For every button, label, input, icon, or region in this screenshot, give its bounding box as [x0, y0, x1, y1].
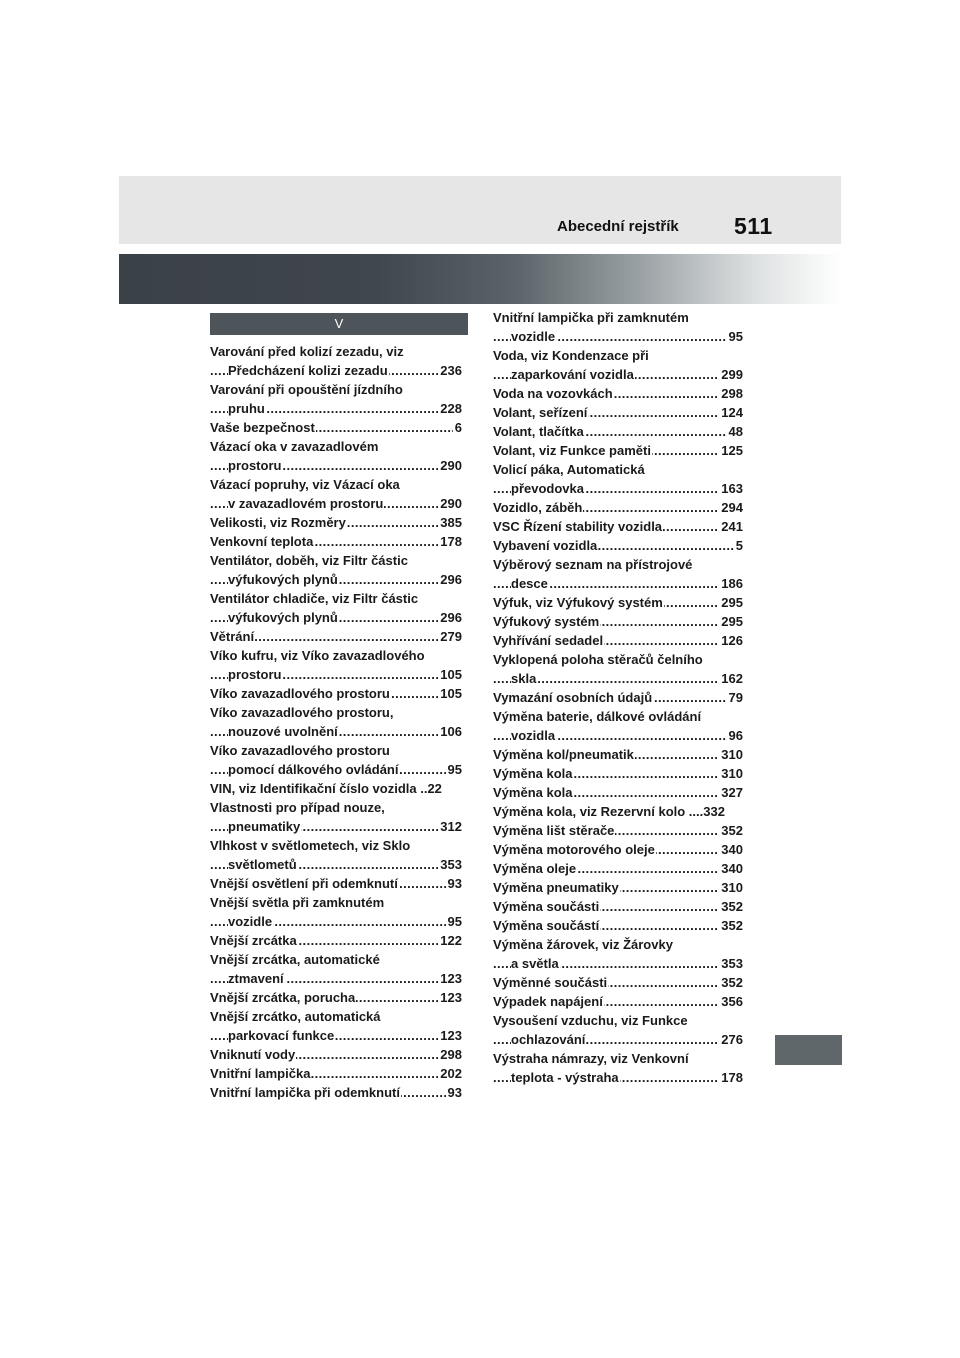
header-band [119, 176, 841, 244]
page-number: 511 [734, 213, 773, 239]
index-entry-text: Víko zavazadlového prostoru [210, 686, 390, 701]
index-entry-line [493, 707, 743, 726]
index-entry-line [210, 532, 462, 551]
index-entry-line [210, 779, 462, 798]
index-entry [210, 418, 462, 437]
index-entry-text: Výměna kola [493, 766, 573, 781]
index-entry-text: Výměna lišt stěrače [493, 823, 615, 838]
index-entry-line [210, 912, 462, 931]
index-entry [493, 498, 743, 517]
index-page-ref: 186 [721, 576, 743, 591]
index-page-ref: 163 [721, 481, 743, 496]
index-entry [493, 555, 743, 593]
index-page-ref: 290 [440, 458, 462, 473]
index-entry [210, 874, 462, 893]
index-entry-line [493, 327, 743, 346]
index-entry [493, 384, 743, 403]
index-entry-text: Voda na vozovkách [493, 386, 613, 401]
index-entry-line [493, 859, 743, 878]
index-entry-line [210, 608, 462, 627]
index-entry-text: Vysoušení vzduchu, viz Funkce [493, 1013, 688, 1028]
index-entry-line [493, 384, 743, 403]
index-entry-line [493, 764, 743, 783]
index-entry-line [210, 456, 462, 475]
index-entry [210, 475, 462, 513]
index-entry-text: Výměna kola [493, 785, 573, 800]
decorative-gradient-band [119, 254, 841, 304]
index-entry-line [493, 441, 743, 460]
index-page-ref: 105 [440, 686, 462, 701]
index-page-ref: 296 [440, 572, 462, 587]
index-entry-line [210, 1045, 462, 1064]
index-entry-line [210, 646, 462, 665]
index-entry-text: Vlhkost v světlometech, viz Sklo [210, 838, 411, 853]
index-entry-text: výfukových plynů [228, 610, 338, 625]
index-entry [493, 916, 743, 935]
section-title: Abecední rejstřík [557, 218, 679, 235]
index-page-ref: 352 [721, 899, 743, 914]
index-page-ref: 5 [735, 538, 743, 553]
index-entry [210, 551, 462, 589]
index-entry-line [493, 612, 743, 631]
index-entry-text: Výměnné součásti [493, 975, 608, 990]
index-entry-line [210, 931, 462, 950]
index-page-ref: 290 [440, 496, 462, 511]
index-entry [210, 836, 462, 874]
index-entry-text: výfukových plynů [228, 572, 338, 587]
index-entry-line [493, 631, 743, 650]
index-page-ref: 298 [721, 386, 743, 401]
index-page-ref: 123 [440, 971, 462, 986]
side-thumb-tab [775, 1035, 842, 1065]
index-entry-line [493, 954, 743, 973]
index-entry-line [493, 783, 743, 802]
index-entry-line [493, 916, 743, 935]
index-entry-text: Volant, viz Funkce paměti [493, 443, 651, 458]
index-page-ref: 352 [721, 918, 743, 933]
index-entry-text: Vnitřní lampička při odemknutí [210, 1085, 400, 1100]
index-entry-text: desce [511, 576, 548, 591]
index-entry-text: pruhu [228, 401, 265, 416]
index-entry [493, 897, 743, 916]
index-entry [493, 992, 743, 1011]
index-entry [493, 973, 743, 992]
index-entry-line [210, 817, 462, 836]
index-page-ref: 126 [721, 633, 743, 648]
index-page-ref: 241 [721, 519, 743, 534]
index-page-ref: 93 [447, 1085, 462, 1100]
index-entry [210, 1083, 462, 1102]
index-entry-text: Vnitřní lampička [210, 1066, 311, 1081]
index-entry-text: Výfukový systém [493, 614, 600, 629]
index-page-ref: 236 [440, 363, 462, 378]
index-entry [493, 422, 743, 441]
index-entry-text: prostoru [228, 458, 282, 473]
index-entry-line [493, 422, 743, 441]
index-entry [210, 1064, 462, 1083]
index-entry-line [493, 650, 743, 669]
index-entry-line [210, 1007, 462, 1026]
index-entry-line [210, 1064, 462, 1083]
index-page-ref: 178 [440, 534, 462, 549]
index-page-ref: 202 [440, 1066, 462, 1081]
index-entry [493, 441, 743, 460]
index-entry-text: Výměna součásti [493, 899, 600, 914]
index-entry-line [493, 308, 743, 327]
index-page-ref: 352 [721, 823, 743, 838]
index-entry-line [493, 935, 743, 954]
index-entry-line [210, 969, 462, 988]
index-entry-line [493, 897, 743, 916]
index-entry [210, 779, 462, 798]
index-entry-text: Varování před kolizí zezadu, viz [210, 344, 404, 359]
index-entry-text: Volant, seřízení [493, 405, 588, 420]
index-entry [493, 821, 743, 840]
index-entry [493, 783, 743, 802]
index-page-ref: 228 [440, 401, 462, 416]
index-entry-text: vozidla [511, 728, 556, 743]
index-page-ref: 6 [454, 420, 462, 435]
index-entry-text: Vnější zrcátka [210, 933, 297, 948]
index-page-ref: 310 [721, 747, 743, 762]
index-entry-text: světlometů [228, 857, 297, 872]
index-entry-text: Vázací popruhy, viz Vázací oka [210, 477, 400, 492]
index-page-ref: 162 [721, 671, 743, 686]
index-entry-text: Vniknutí vody [210, 1047, 296, 1062]
index-entry-line [210, 380, 462, 399]
index-entry-text: ochlazování [511, 1032, 586, 1047]
index-entry-line [210, 722, 462, 741]
index-entry-line [210, 1083, 462, 1102]
index-entry-line [210, 836, 462, 855]
index-entry-line [493, 1011, 743, 1030]
index-letter-heading: V [210, 313, 468, 335]
index-entry [210, 798, 462, 836]
index-page-ref: 296 [440, 610, 462, 625]
index-page-ref: 123 [440, 1028, 462, 1043]
index-page-ref: 353 [440, 857, 462, 872]
index-entry-text: v zavazadlovém prostoru [228, 496, 384, 511]
index-page-ref: 312 [440, 819, 462, 834]
index-entry-text: Výpadek napájení [493, 994, 603, 1009]
index-entry [210, 589, 462, 627]
index-entry-line [493, 346, 743, 365]
index-entry [210, 684, 462, 703]
index-entry-text: Vnější zrcátka, porucha [210, 990, 356, 1005]
index-entry [493, 935, 743, 973]
index-entry-line [493, 593, 743, 612]
index-entry [493, 802, 743, 821]
index-entry-text: Vybavení vozidla [493, 538, 598, 553]
index-entry-text: Výměna baterie, dálkové ovládání [493, 709, 702, 724]
index-entry-line [210, 437, 462, 456]
index-entry-line [210, 627, 462, 646]
index-entry-line [493, 878, 743, 897]
index-entry-line [493, 726, 743, 745]
index-page-ref: 356 [721, 994, 743, 1009]
index-entry-line [210, 418, 462, 437]
index-page-ref: 327 [721, 785, 743, 800]
index-entry-line [493, 840, 743, 859]
index-entry [210, 437, 462, 475]
index-entry-text: parkovací funkce [228, 1028, 335, 1043]
index-entry [493, 650, 743, 688]
index-entry-text: Víko kufru, viz Víko zavazadlového [210, 648, 425, 663]
index-entry-line [210, 874, 462, 893]
index-entry [493, 308, 743, 346]
index-entry [210, 893, 462, 931]
index-entry-line [210, 399, 462, 418]
index-entry [210, 950, 462, 988]
index-entry-text: Velikosti, viz Rozměry [210, 515, 346, 530]
index-entry-text: převodovka [511, 481, 584, 496]
index-page-ref: 178 [721, 1070, 743, 1085]
index-entry-text: Vaše bezpečnost [210, 420, 315, 435]
index-page-ref: 96 [728, 728, 743, 743]
index-entry [493, 859, 743, 878]
index-page-ref: 353 [721, 956, 743, 971]
index-entry-text: Venkovní teplota [210, 534, 314, 549]
index-entry-line [210, 475, 462, 494]
index-entry-line [493, 517, 743, 536]
index-entry-text: Vnitřní lampička při zamknutém [493, 310, 689, 325]
index-entry-text: Volicí páka, Automatická [493, 462, 645, 477]
index-entry-text: Ventilátor, doběh, viz Filtr částic [210, 553, 408, 568]
index-entry-line [493, 536, 743, 555]
index-entry-line [493, 1030, 743, 1049]
index-entry-text: Vnější osvětlení při odemknutí [210, 876, 398, 891]
index-entry-text: Vlastnosti pro případ nouze, [210, 800, 385, 815]
index-entry-text: a světla [511, 956, 559, 971]
index-entry [210, 703, 462, 741]
index-page-ref: 276 [721, 1032, 743, 1047]
index-page-ref: 295 [721, 595, 743, 610]
index-entry [493, 612, 743, 631]
index-page-ref: 294 [721, 500, 743, 515]
index-entry [493, 346, 743, 384]
index-page-ref: 95 [447, 762, 462, 777]
index-entry-line [210, 551, 462, 570]
index-entry-text: prostoru [228, 667, 282, 682]
index-entry [493, 840, 743, 859]
index-entry-line [210, 855, 462, 874]
index-page-ref: 279 [440, 629, 462, 644]
index-page-ref: 106 [440, 724, 462, 739]
index-entry-text: Výměna žárovek, viz Žárovky [493, 937, 673, 952]
index-entry-line [210, 988, 462, 1007]
index-entry [210, 532, 462, 551]
index-entry-text: Větrání [210, 629, 255, 644]
index-entry-line [210, 760, 462, 779]
index-page-ref: 340 [721, 861, 743, 876]
index-entry-text: nouzové uvolnění [228, 724, 338, 739]
index-entry [493, 1049, 743, 1087]
index-entry-line [210, 589, 462, 608]
index-page-ref: 299 [721, 367, 743, 382]
index-entry-text: pneumatiky [228, 819, 301, 834]
index-entry-text: Předcházení kolizi zezadu [228, 363, 388, 378]
index-entry-text: VSC Řízení stability vozidla [493, 519, 663, 534]
index-entry-text: Vázací oka v zavazadlovém [210, 439, 379, 454]
index-entry [493, 403, 743, 422]
index-page-ref: 340 [721, 842, 743, 857]
index-entry [210, 988, 462, 1007]
index-entry-line [493, 1049, 743, 1068]
index-entry-line [210, 665, 462, 684]
index-page-ref: 295 [721, 614, 743, 629]
index-entry-text: Výběrový seznam na přístrojové [493, 557, 693, 572]
index-page-ref: 95 [447, 914, 462, 929]
index-entry [493, 745, 743, 764]
index-entry-line [210, 494, 462, 513]
index-entry-text: Výměna kola, viz Rezervní kolo ....332 [493, 804, 725, 819]
index-entry-line [493, 1068, 743, 1087]
index-page-ref: 310 [721, 880, 743, 895]
index-entry-line [210, 950, 462, 969]
index-entry-line [210, 361, 462, 380]
index-entry-text: Výměna motorového oleje [493, 842, 655, 857]
index-entry [210, 342, 462, 380]
index-entry-text: teplota - výstraha [511, 1070, 619, 1085]
index-entry-line [210, 513, 462, 532]
index-entry-line [210, 684, 462, 703]
index-entry-text: vozidle [228, 914, 273, 929]
index-page-ref: 93 [447, 876, 462, 891]
index-page-ref: 298 [440, 1047, 462, 1062]
index-page-ref: 105 [440, 667, 462, 682]
index-entry-line [493, 688, 743, 707]
index-page-ref: 310 [721, 766, 743, 781]
index-entry-text: Volant, tlačítka [493, 424, 584, 439]
index-entry-line [493, 460, 743, 479]
index-entry [493, 460, 743, 498]
index-page-ref: 125 [721, 443, 743, 458]
index-entry [493, 1011, 743, 1049]
index-entry-text: Vnější světla při zamknutém [210, 895, 385, 910]
index-entry-line [210, 741, 462, 760]
index-entry-text: Víko zavazadlového prostoru, [210, 705, 394, 720]
index-entry-line [493, 365, 743, 384]
index-entry [493, 764, 743, 783]
index-entry [493, 631, 743, 650]
index-entry-text: Varování při opouštění jízdního [210, 382, 403, 397]
index-entry-line [493, 479, 743, 498]
index-entry-text: vozidle [511, 329, 556, 344]
index-entry-line [210, 570, 462, 589]
index-entry-text: pomocí dálkového ovládání [228, 762, 399, 777]
index-entry-line [493, 973, 743, 992]
index-entry [210, 380, 462, 418]
index-entry-text: Vyhřívání sedadel [493, 633, 604, 648]
index-entry-text: Výměna kol/pneumatik [493, 747, 634, 762]
index-entry-text: Vymazání osobních údajů [493, 690, 653, 705]
index-entry-text: Výstraha námrazy, viz Venkovní [493, 1051, 689, 1066]
index-entry [210, 1045, 462, 1064]
index-entry-line [493, 802, 743, 821]
index-entry-text: Výměna pneumatiky [493, 880, 619, 895]
index-entry [210, 1007, 462, 1045]
index-page-ref: 123 [440, 990, 462, 1005]
index-entry [493, 593, 743, 612]
index-entry [210, 627, 462, 646]
index-page-ref: 352 [721, 975, 743, 990]
index-entry-text: Vnější zrcátko, automatická [210, 1009, 381, 1024]
index-entry [493, 688, 743, 707]
index-page-ref: 79 [728, 690, 743, 705]
index-entry-text: Vyklopená poloha stěračů čelního [493, 652, 703, 667]
index-page-ref: 385 [440, 515, 462, 530]
index-entry-line [493, 821, 743, 840]
index-entry-line [493, 498, 743, 517]
index-entry-text: ztmavení [228, 971, 284, 986]
index-entry [493, 517, 743, 536]
index-entry-text: Výměna oleje [493, 861, 577, 876]
index-entry-line [210, 1026, 462, 1045]
index-entry-line [493, 403, 743, 422]
index-entry [210, 931, 462, 950]
index-entry-line [493, 555, 743, 574]
index-entry-text: Vnější zrcátka, automatické [210, 952, 380, 967]
index-entry-text: Výměna součástí [493, 918, 600, 933]
index-entry-line [210, 703, 462, 722]
index-entry-text: Výfuk, viz Výfukový systém [493, 595, 663, 610]
index-entry-text: Víko zavazadlového prostoru [210, 743, 390, 758]
index-entry [493, 536, 743, 555]
index-page-ref: 124 [721, 405, 743, 420]
index-entry-line [210, 798, 462, 817]
index-entry [493, 707, 743, 745]
index-entry-line [493, 992, 743, 1011]
index-entry [493, 878, 743, 897]
index-entry [210, 646, 462, 684]
index-entry [210, 513, 462, 532]
index-entry-text: zaparkování vozidla [511, 367, 634, 382]
index-entry-line [210, 893, 462, 912]
index-entry [210, 741, 462, 779]
index-entry-text: VIN, viz Identifikační číslo vozidla ..22 [210, 781, 442, 796]
index-page-ref: 95 [728, 329, 743, 344]
index-entry-text: Vozidlo, záběh [493, 500, 583, 515]
index-entry-line [493, 574, 743, 593]
index-page-ref: 48 [728, 424, 743, 439]
index-entry-text: skla [511, 671, 537, 686]
index-entry-text: Ventilátor chladiče, viz Filtr částic [210, 591, 419, 606]
index-entry-text: Voda, viz Kondenzace při [493, 348, 649, 363]
index-page-ref: 122 [440, 933, 462, 948]
index-entry-line [210, 342, 462, 361]
index-entry-line [493, 745, 743, 764]
index-entry-line [493, 669, 743, 688]
